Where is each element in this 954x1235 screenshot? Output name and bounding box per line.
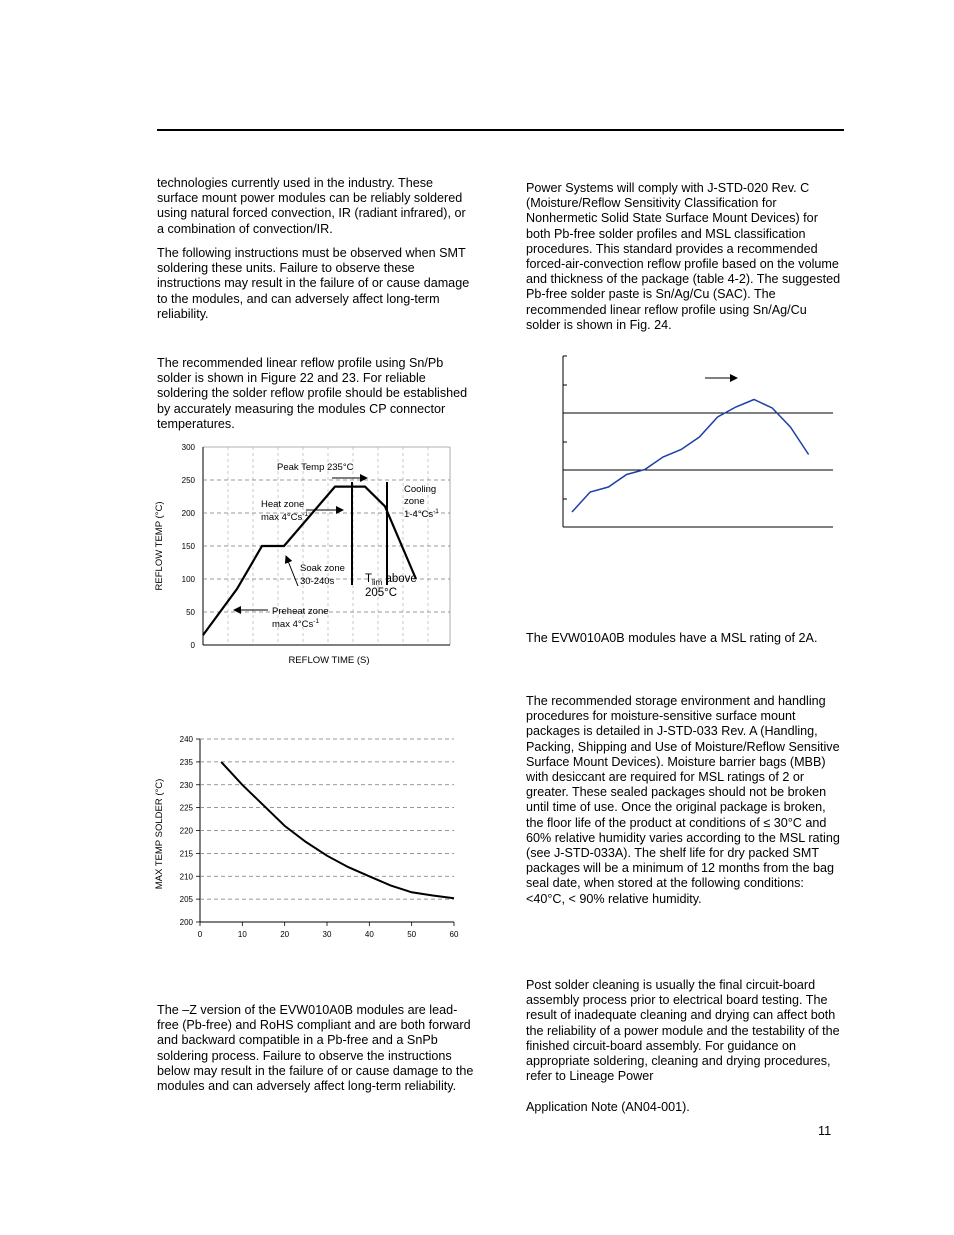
right-paragraph-1: Power Systems will comply with J-STD-020 Rev. C (Moisture/Reflow Sensitivity Classification for Nonhermetic Solid State Surface Mount Devices) for both Pb-free solder profiles and MSL classification procedures. This standard provides a recommended forced-air-convection reflow profile based on the volume and thickness of the package (table 4-2). The suggested Pb-free solder paste is Sn/Ag/Cu (SAC). The recommended linear reflow profile using Sn/Ag/Cu solder is shown in Fig. 24.: [526, 181, 841, 332]
chart1-y-axis-label: REFLOW TEMP (°C): [154, 501, 165, 591]
right-paragraph-3: The recommended storage environment and handling procedures for moisture-sensitive surface mount packages is detailed in J-STD-033 Rev. A (Handling, Packing, Shipping and Use of Moisture/Reflow Sensitive Surface Mount Devices). Moisture barrier bags (MBB) with desiccant are required for MSL ratings of 2 or greater. These sealed packages should not be broken until time of use. Once the original package is broken, the floor life of the product at conditions of ≤ 30°C and 60% relative humidity varies according to the MSL rating (see J-STD-033A). The shelf life for dry packed SMT packages will be a minimum of 12 months from the bag seal date, when stored at the following conditions: <40°C, < 90% relative humidity.: [526, 694, 840, 906]
chart1-annotation-soak-1: Soak zone: [300, 563, 345, 574]
chart2-y-axis-label: MAX TEMP SOLDER (°C): [154, 778, 165, 890]
chart1-y-tick-label: 150: [181, 542, 195, 551]
chart1-y-tick-label: 0: [190, 641, 195, 650]
max-temp-solder-chart: [154, 735, 459, 939]
chart1-annotation-preheat-2: $\max 4^\circ Cs^{-1}$: [272, 618, 320, 630]
chart1-annotation-cool-3: $1-4^\circ Cs^{-1}$: [404, 508, 439, 520]
right-paragraph-2: The EVW010A0B modules have a MSL rating of 2A.: [526, 631, 818, 645]
chart2-y-tick-label: 220: [179, 826, 193, 836]
reflow-chart-snpb: [154, 443, 450, 666]
chart1-annotation-tlim: $T_{lim}$ above: [365, 573, 417, 587]
chart2-y-tick-label: 230: [179, 780, 193, 790]
chart1-annotation-cool-2: zone: [404, 496, 425, 507]
chart2-gridlines: [196, 739, 454, 926]
chart2-x-tick-label: 40: [364, 930, 374, 939]
chart2-y-tick-label: 240: [179, 735, 193, 744]
chart1-annotation-soak-2: 30-240s: [300, 576, 335, 587]
chart1-y-tick-label: 300: [181, 443, 195, 452]
left-paragraph-2: The following instructions must be observed when SMT soldering these units. Failure to observe these instructions may result in the failure of or cause damage to the modules, and can adversely affect long-term reliability.: [157, 246, 470, 321]
chart2-x-tick-label: 50: [407, 930, 417, 939]
left-paragraph-1: technologies currently used in the industry. These surface mount power modules can be reliably soldered using natural forced convection, IR (radiant infrared), or a combination of convection/IR.: [157, 176, 466, 236]
right-paragraph-5: Application Note (AN04-001).: [526, 1100, 690, 1114]
chart1-y-tick-label: 250: [181, 476, 195, 485]
chart2-x-tick-labels: [198, 930, 459, 939]
chart1-y-tick-label: 50: [186, 608, 195, 617]
chart2-y-tick-label: 235: [179, 757, 193, 767]
chart1-annotation-peak: Peak Temp 235°C: [277, 462, 354, 473]
right-paragraph-4: Post solder cleaning is usually the final circuit-board assembly process prior to electrical board testing. The result of inadequate cleaning and drying can affect both the reliability of a power module and the testability of the finished circuit-board assembly. For guidance on appropriate soldering, cleaning and drying procedures, refer to Lineage Power: [526, 978, 840, 1084]
chart2-curve: [221, 762, 454, 898]
chart2-x-tick-label: 20: [280, 930, 290, 939]
chart2-y-tick-label: 215: [179, 849, 193, 859]
left-paragraph-3: The recommended linear reflow profile using Sn/Pb solder is shown in Figure 22 and 23. For reliable soldering the solder reflow profile should be established by accurately measuring the modules CP connector temperatures.: [157, 356, 468, 431]
chart2-x-tick-label: 30: [322, 930, 332, 939]
chart1-y-tick-labels: [182, 443, 196, 650]
page-number: 11: [818, 1124, 832, 1138]
chart2-y-tick-label: 225: [179, 803, 193, 813]
chart1-annotation-heat-1: Heat zone: [261, 499, 305, 510]
chart2-x-tick-label: 60: [449, 930, 459, 939]
chart1-annotation-tlim-temp: 205°C: [365, 587, 398, 599]
left-paragraph-4: The –Z version of the EVW010A0B modules are lead-free (Pb-free) and RoHS compliant and are both forward and backward compatible in a Pb-free and a SnPb soldering process. Failure to observe the instructions below may result in the failure of or cause damage to the modules and can adversely affect long-term reliability.: [157, 1003, 474, 1094]
chart2-x-tick-label: 0: [197, 930, 203, 939]
chart1-y-tick-label: 200: [181, 509, 195, 518]
reflow-chart-pbfree: [563, 356, 833, 527]
chart1-annotation-heat-2: $\max 4^\circ Cs^{-1}$: [261, 511, 309, 523]
chart1-annotation-preheat-1: Preheat zone: [272, 606, 329, 617]
chart2-y-tick-label: 200: [179, 918, 193, 927]
chart1-annotation-cool-1: Cooling: [404, 484, 437, 495]
chart2-x-tick-label: 10: [237, 930, 247, 939]
chart2-y-tick-labels: [180, 735, 194, 927]
chart2-y-tick-label: 205: [179, 895, 193, 905]
chart3-profile-line: [572, 400, 809, 513]
chart1-soak-arrow: [286, 556, 298, 586]
chart1-y-tick-label: 100: [181, 575, 195, 584]
chart1-x-axis-label: REFLOW TIME (S): [288, 655, 370, 666]
chart2-y-tick-label: 210: [179, 872, 193, 882]
